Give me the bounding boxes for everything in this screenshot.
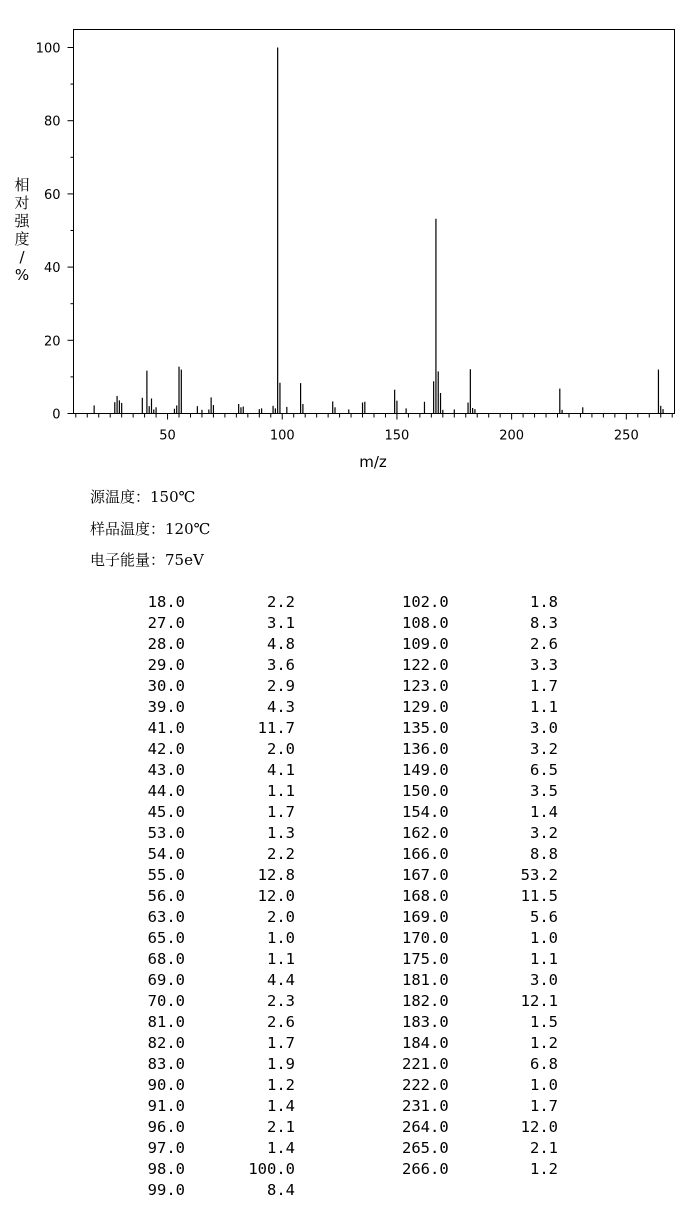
peak-row bbox=[139, 886, 295, 907]
peak-row bbox=[139, 1159, 295, 1180]
peak-row bbox=[402, 739, 558, 760]
peak-row bbox=[402, 928, 558, 949]
intensity-value: 1.0 bbox=[530, 1076, 558, 1094]
electron-energy: 电子能量：75eV bbox=[90, 551, 204, 569]
intensity-value: 5.6 bbox=[530, 908, 558, 926]
mz-value: 166.0 bbox=[402, 845, 449, 863]
peak-row bbox=[402, 1159, 558, 1180]
y-tick-label: 0 bbox=[52, 407, 61, 423]
peak-row bbox=[139, 1075, 295, 1096]
mz-value: 222.0 bbox=[402, 1076, 449, 1094]
intensity-value: 2.1 bbox=[530, 1139, 558, 1157]
peak-table-left bbox=[139, 592, 295, 1201]
intensity-value: 12.0 bbox=[520, 1118, 558, 1136]
mz-value: 90.0 bbox=[147, 1076, 185, 1094]
peak-row bbox=[139, 1138, 295, 1159]
peak-table-right bbox=[402, 592, 558, 1180]
peak-row bbox=[139, 802, 295, 823]
mz-value: 102.0 bbox=[402, 593, 449, 611]
intensity-value: 1.7 bbox=[267, 803, 295, 821]
peak-row bbox=[402, 886, 558, 907]
intensity-value: 12.8 bbox=[257, 866, 295, 884]
mz-value: 91.0 bbox=[147, 1097, 185, 1115]
peak-row bbox=[139, 634, 295, 655]
peak-row bbox=[402, 844, 558, 865]
mz-value: 27.0 bbox=[147, 614, 185, 632]
mass-spectrum-chart bbox=[0, 0, 696, 480]
intensity-value: 8.4 bbox=[267, 1181, 295, 1199]
mz-value: 170.0 bbox=[402, 929, 449, 947]
peak-row bbox=[139, 823, 295, 844]
intensity-value: 6.8 bbox=[530, 1055, 558, 1073]
peak-row bbox=[139, 1180, 295, 1201]
intensity-value: 1.7 bbox=[267, 1034, 295, 1052]
intensity-value: 4.1 bbox=[267, 761, 295, 779]
peak-row bbox=[402, 1138, 558, 1159]
mz-value: 70.0 bbox=[147, 992, 185, 1010]
mz-value: 169.0 bbox=[402, 908, 449, 926]
intensity-value: 1.2 bbox=[530, 1034, 558, 1052]
mz-value: 55.0 bbox=[147, 866, 185, 884]
y-tick-label: 100 bbox=[35, 41, 61, 57]
intensity-value: 1.1 bbox=[530, 698, 558, 716]
mz-value: 182.0 bbox=[402, 992, 449, 1010]
intensity-value: 2.1 bbox=[267, 1118, 295, 1136]
intensity-value: 8.3 bbox=[530, 614, 558, 632]
mz-value: 181.0 bbox=[402, 971, 449, 989]
peak-row bbox=[139, 760, 295, 781]
peak-row bbox=[139, 865, 295, 886]
mz-value: 41.0 bbox=[147, 719, 185, 737]
y-tick-label: 60 bbox=[43, 187, 61, 203]
intensity-value: 4.4 bbox=[267, 971, 295, 989]
x-axis-label: m/z bbox=[359, 453, 387, 471]
peak-row bbox=[139, 949, 295, 970]
intensity-value: 11.5 bbox=[520, 887, 558, 905]
mz-value: 56.0 bbox=[147, 887, 185, 905]
intensity-value: 3.2 bbox=[530, 824, 558, 842]
intensity-value: 1.3 bbox=[267, 824, 295, 842]
spectrum-bars bbox=[94, 48, 663, 414]
intensity-value: 3.0 bbox=[530, 719, 558, 737]
intensity-value: 100.0 bbox=[248, 1160, 295, 1178]
intensity-value: 1.2 bbox=[530, 1160, 558, 1178]
mz-value: 44.0 bbox=[147, 782, 185, 800]
sample-temperature: 样品温度：120℃ bbox=[90, 519, 211, 538]
intensity-value: 1.0 bbox=[530, 929, 558, 947]
intensity-value: 2.0 bbox=[267, 908, 295, 926]
peak-row bbox=[402, 781, 558, 802]
mz-value: 136.0 bbox=[402, 740, 449, 758]
intensity-value: 3.6 bbox=[267, 656, 295, 674]
mz-value: 122.0 bbox=[402, 656, 449, 674]
y-tick-label: 20 bbox=[43, 334, 61, 350]
peak-row bbox=[139, 1096, 295, 1117]
mz-value: 53.0 bbox=[147, 824, 185, 842]
peak-row bbox=[402, 592, 558, 613]
peak-row bbox=[402, 802, 558, 823]
intensity-value: 1.4 bbox=[267, 1139, 295, 1157]
mz-value: 221.0 bbox=[402, 1055, 449, 1073]
mz-value: 18.0 bbox=[147, 593, 185, 611]
mz-value: 68.0 bbox=[147, 950, 185, 968]
peak-row bbox=[402, 991, 558, 1012]
peak-row bbox=[402, 949, 558, 970]
intensity-value: 3.0 bbox=[530, 971, 558, 989]
mz-value: 168.0 bbox=[402, 887, 449, 905]
intensity-value: 4.8 bbox=[267, 635, 295, 653]
source-temperature: 源温度：150℃ bbox=[90, 488, 196, 506]
mz-value: 82.0 bbox=[147, 1034, 185, 1052]
peak-row bbox=[139, 781, 295, 802]
peak-row bbox=[139, 1054, 295, 1075]
plot-frame bbox=[74, 30, 675, 414]
mz-value: 39.0 bbox=[147, 698, 185, 716]
intensity-value: 2.9 bbox=[267, 677, 295, 695]
intensity-value: 2.3 bbox=[267, 992, 295, 1010]
intensity-value: 1.5 bbox=[530, 1013, 558, 1031]
mz-value: 99.0 bbox=[147, 1181, 185, 1199]
mz-value: 184.0 bbox=[402, 1034, 449, 1052]
intensity-value: 2.0 bbox=[267, 740, 295, 758]
intensity-value: 4.3 bbox=[267, 698, 295, 716]
peak-row bbox=[402, 613, 558, 634]
peak-row bbox=[402, 1012, 558, 1033]
x-tick-label: 250 bbox=[613, 428, 639, 444]
mz-value: 167.0 bbox=[402, 866, 449, 884]
intensity-value: 2.6 bbox=[530, 635, 558, 653]
peak-row bbox=[139, 844, 295, 865]
intensity-value: 8.8 bbox=[530, 845, 558, 863]
peak-row bbox=[402, 718, 558, 739]
peak-row bbox=[139, 676, 295, 697]
peak-row bbox=[139, 655, 295, 676]
mz-value: 264.0 bbox=[402, 1118, 449, 1136]
intensity-value: 1.2 bbox=[267, 1076, 295, 1094]
peak-row bbox=[402, 697, 558, 718]
mz-value: 96.0 bbox=[147, 1118, 185, 1136]
peak-row bbox=[139, 718, 295, 739]
intensity-value: 53.2 bbox=[520, 866, 558, 884]
peak-row bbox=[402, 634, 558, 655]
peak-row bbox=[402, 970, 558, 991]
mz-value: 265.0 bbox=[402, 1139, 449, 1157]
mz-value: 45.0 bbox=[147, 803, 185, 821]
peak-row bbox=[139, 592, 295, 613]
mz-value: 129.0 bbox=[402, 698, 449, 716]
axis-ticks bbox=[36, 42, 673, 444]
mz-value: 150.0 bbox=[402, 782, 449, 800]
mz-value: 266.0 bbox=[402, 1160, 449, 1178]
intensity-value: 12.1 bbox=[520, 992, 558, 1010]
mz-value: 175.0 bbox=[402, 950, 449, 968]
peak-row bbox=[139, 907, 295, 928]
peak-row bbox=[402, 655, 558, 676]
intensity-value: 1.1 bbox=[267, 950, 295, 968]
mz-value: 54.0 bbox=[147, 845, 185, 863]
intensity-value: 1.0 bbox=[267, 929, 295, 947]
mz-value: 43.0 bbox=[147, 761, 185, 779]
mz-value: 183.0 bbox=[402, 1013, 449, 1031]
intensity-value: 1.1 bbox=[530, 950, 558, 968]
peak-row bbox=[402, 1054, 558, 1075]
intensity-value: 12.0 bbox=[257, 887, 295, 905]
acquisition-parameters bbox=[90, 484, 210, 579]
intensity-value: 2.2 bbox=[267, 593, 295, 611]
peak-row bbox=[402, 676, 558, 697]
peak-row bbox=[139, 739, 295, 760]
peak-row bbox=[402, 823, 558, 844]
peak-row bbox=[402, 865, 558, 886]
mz-value: 69.0 bbox=[147, 971, 185, 989]
intensity-value: 1.8 bbox=[530, 593, 558, 611]
x-tick-label: 150 bbox=[384, 428, 410, 444]
peak-row bbox=[139, 1117, 295, 1138]
peak-row bbox=[139, 613, 295, 634]
x-tick-label: 100 bbox=[269, 428, 295, 444]
mz-value: 97.0 bbox=[147, 1139, 185, 1157]
mz-value: 63.0 bbox=[147, 908, 185, 926]
peak-row bbox=[402, 907, 558, 928]
mz-value: 28.0 bbox=[147, 635, 185, 653]
intensity-value: 3.1 bbox=[267, 614, 295, 632]
mz-value: 81.0 bbox=[147, 1013, 185, 1031]
mz-value: 42.0 bbox=[147, 740, 185, 758]
peak-row bbox=[139, 1012, 295, 1033]
peak-row bbox=[139, 697, 295, 718]
intensity-value: 1.1 bbox=[267, 782, 295, 800]
peak-row bbox=[139, 970, 295, 991]
mz-value: 123.0 bbox=[402, 677, 449, 695]
intensity-value: 2.6 bbox=[267, 1013, 295, 1031]
intensity-value: 3.3 bbox=[530, 656, 558, 674]
mz-value: 65.0 bbox=[147, 929, 185, 947]
peak-row bbox=[139, 991, 295, 1012]
intensity-value: 1.9 bbox=[267, 1055, 295, 1073]
intensity-value: 1.4 bbox=[267, 1097, 295, 1115]
intensity-value: 11.7 bbox=[257, 719, 295, 737]
x-tick-label: 200 bbox=[499, 428, 525, 444]
peak-row bbox=[402, 1075, 558, 1096]
mz-value: 231.0 bbox=[402, 1097, 449, 1115]
peak-row bbox=[402, 1117, 558, 1138]
peak-row bbox=[139, 1033, 295, 1054]
mz-value: 108.0 bbox=[402, 614, 449, 632]
x-tick-label: 50 bbox=[159, 428, 176, 444]
peak-row bbox=[402, 1033, 558, 1054]
intensity-value: 1.4 bbox=[530, 803, 558, 821]
mz-value: 98.0 bbox=[147, 1160, 185, 1178]
intensity-value: 6.5 bbox=[530, 761, 558, 779]
y-tick-label: 40 bbox=[43, 261, 61, 277]
mz-value: 135.0 bbox=[402, 719, 449, 737]
intensity-value: 3.5 bbox=[530, 782, 558, 800]
mz-value: 109.0 bbox=[402, 635, 449, 653]
y-axis-label: 相对强度/ % bbox=[14, 176, 30, 284]
intensity-value: 2.2 bbox=[267, 845, 295, 863]
peak-row bbox=[402, 760, 558, 781]
mz-value: 29.0 bbox=[147, 656, 185, 674]
intensity-value: 1.7 bbox=[530, 677, 558, 695]
mz-value: 83.0 bbox=[147, 1055, 185, 1073]
mz-value: 154.0 bbox=[402, 803, 449, 821]
intensity-value: 1.7 bbox=[530, 1097, 558, 1115]
mz-value: 30.0 bbox=[147, 677, 185, 695]
peak-row bbox=[139, 928, 295, 949]
mz-value: 149.0 bbox=[402, 761, 449, 779]
intensity-value: 3.2 bbox=[530, 740, 558, 758]
y-tick-label: 80 bbox=[43, 114, 61, 130]
peak-row bbox=[402, 1096, 558, 1117]
mz-value: 162.0 bbox=[402, 824, 449, 842]
